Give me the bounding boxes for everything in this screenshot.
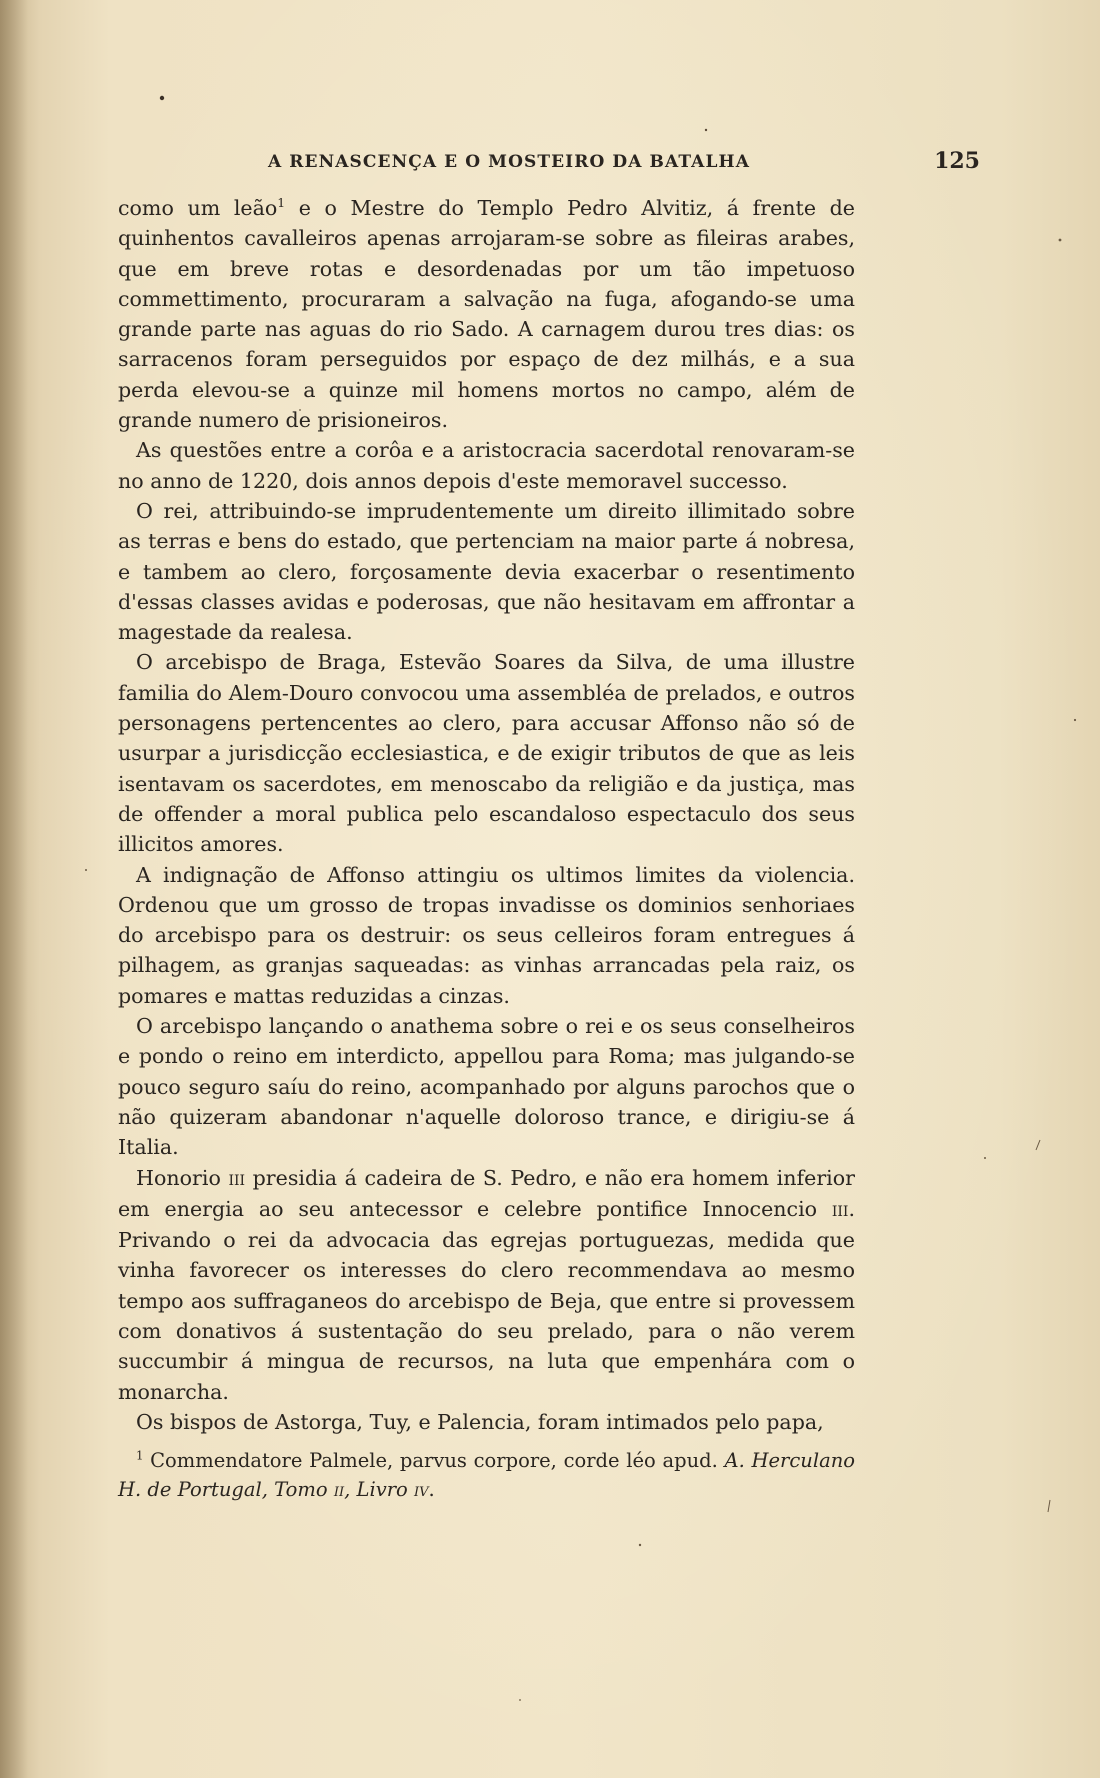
paragraph-7-text-a: Honorio (136, 1165, 229, 1190)
paragraph-6: O arcebispo lançando o anathema sobre o rei e os seus conselheiros e pondo o reino em interdicto, appellou para Roma; mas julgando-se pouco seguro saíu do reino, acompanhado por alguns parochos que o não quizeram abandonar n'aquelle doloroso trance, e dirigiu-se á Italia. (118, 1014, 855, 1160)
regnal-number-2: iii (831, 1197, 849, 1221)
footnote (118, 1447, 855, 1505)
paragraph-1 (118, 193, 855, 435)
running-header (118, 150, 980, 182)
paragraph-1-text-a: como um leão (118, 196, 278, 220)
footnote-ref: 1 (277, 195, 286, 210)
paragraph-3: O rei, attribuindo-se imprudentemente um direito illimitado sobre as terras e bens do estado, que pertenciam na maior parte á nobresa, e tambem ao clero, forçosamente devia exacerbar o resentimento d'essas classes avidas e poderosas, que não hesitavam em affrontar a magestade da realesa. (118, 498, 855, 645)
footnote-end: . (428, 1477, 435, 1501)
footnote-author: A. Herculano H. de Portugal, (118, 1449, 855, 1501)
body-text (118, 193, 855, 1437)
footnote-mark: 1 (136, 1448, 144, 1463)
footnote-text: Commendatore Palmele, parvus corpore, corde léo apud. (143, 1449, 725, 1472)
paragraph-7-text-c: . Privando o rei da advocacia das egrejas portuguezas, medida que vinha favorecer os interesses do clero recommendava ao mesmo tempo aos suffraganeos do arcebispo de Beja, que entre si provessem com donativos á sustentação do seu prelado, para o não verem succumbir á mingua de recursos, na luta que empenhára com o monarcha. (118, 1196, 855, 1404)
paragraph-7 (118, 1163, 855, 1407)
footnote-book: iv (413, 1479, 429, 1501)
paragraph-7-text-b: presidia á cadeira de S. Pedro, e não era homem inferior em energia ao seu antecessor e celebre pontifice Innocencio (118, 1165, 855, 1221)
paragraph-5: A indignação de Affonso attingiu os ultimos limites da violencia. Ordenou que um grosso de tropas invadisse os dominios senhoriaes do arcebispo para os destruir: os seus celleiros foram entregues á pilhagem, as granjas saqueadas: as vinhas arrancadas pela raiz, os pomares e mattas reduzidas a cinzas. (118, 862, 855, 1008)
paragraph-1-text-b: e o Mestre do Templo Pedro Alvitiz, á frente de quinhentos cavalleiros apenas arrojaram-se sobre as fileiras arabes, que em breve rotas e desordenadas por um tão impetuoso commettimento, procuraram a salvação na fuga, afogando-se uma grande parte nas aguas do rio Sado. A carnagem durou tres dias: os sarracenos foram perseguidos por espaço de dez milhás, e a sua perda elevou-se a quinze mil homens mortos no campo, além de grande numero de prisioneiros. (118, 196, 855, 433)
running-title: A RENASCENÇA E O MOSTEIRO DA BATALHA (268, 152, 750, 172)
paragraph-4: O arcebispo de Braga, Estevão Soares da Silva, de uma illustre familia do Alem-Douro convocou uma assembléa de prelados, e outros personagens pertencentes ao clero, para accusar Affonso não só de usurpar a jurisdicção ecclesiastica, e de exigir tributos de que as leis isentavam os sacerdotes, em menoscabo da religião e da justiça, mas de offender a moral publica pelo escandaloso espectaculo dos seus illicitos amores. (118, 650, 855, 857)
page-number: 125 (934, 148, 980, 174)
paragraph-2: As questões entre a corôa e a aristocracia sacerdotal renovaram-se no anno de 1220, dois annos depois d'este memoravel successo. (118, 438, 855, 493)
footnote-book-label: , Livro (344, 1477, 414, 1501)
footnote-volume-label: Tomo (267, 1477, 334, 1501)
regnal-number-1: iii (228, 1166, 246, 1190)
footnote-volume: ii (333, 1479, 345, 1501)
paragraph-8: Os bispos de Astorga, Tuy, e Palencia, foram intimados pelo papa, (136, 1409, 824, 1434)
